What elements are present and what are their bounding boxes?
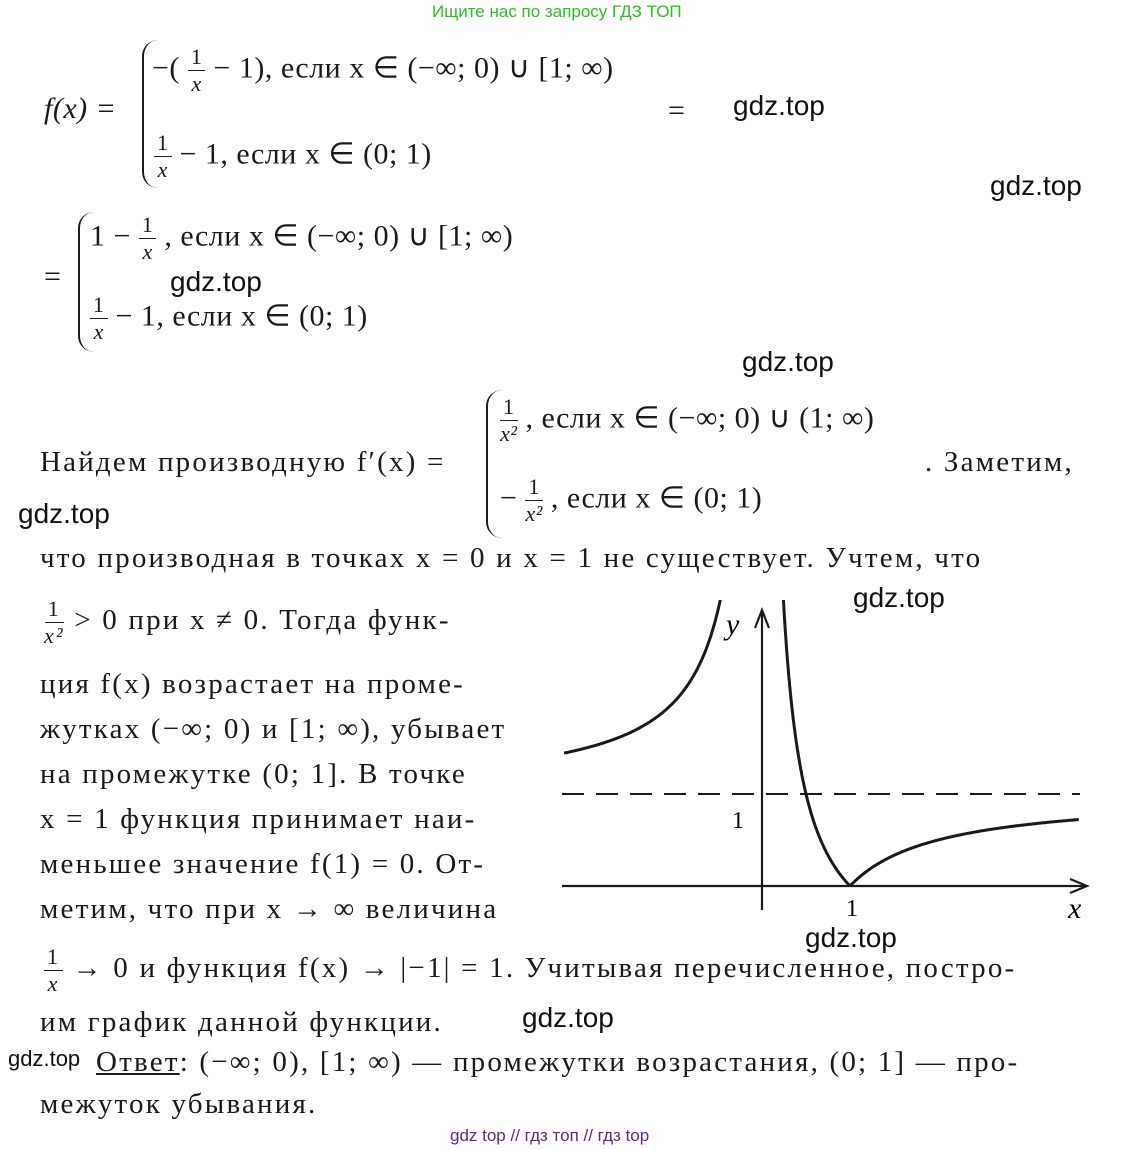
bottom-note: gdz top // гдз топ // гдз top: [450, 1126, 650, 1145]
block1-equals: =: [668, 94, 686, 127]
block1-lhs: f(x) =: [44, 92, 117, 125]
y-axis-label: y: [726, 608, 740, 641]
text-line: x = 1 функция принимает наи-: [40, 803, 477, 835]
function-graph: [540, 600, 1100, 930]
answer-line: Ответ: (−∞; 0), [1; ∞) — промежутки возрастания, (0; 1] — про-: [96, 1046, 1020, 1078]
text-line: $\frac{1}{x}$ → 0 и функция f(x) → |−1| = 1. Учитывая перечисленное, постро-: [44, 946, 1016, 995]
text-line: $\frac{1}{\text{x²}}$ > 0 при x ≠ 0. Тогда функ-: [44, 596, 451, 648]
text-line: меньшее значение f(1) = 0. От-: [40, 848, 486, 880]
derivative-case2: − $\frac{1}{\text{x²}}$ , если x ∈ (0; 1): [500, 474, 763, 526]
watermark: gdz.top: [733, 90, 825, 121]
text-line: ция f(x) возрастает на проме-: [40, 668, 466, 700]
watermark: gdz.top: [170, 266, 262, 297]
y-tick-1: 1: [732, 808, 744, 834]
block1-case1: −( $\frac{1}{x}$ − 1), если x ∈ (−∞; 0) ∪ [1; ∞): [152, 44, 614, 96]
derivative-intro: Найдем производную f′(x) =: [40, 446, 446, 478]
watermark: gdz.top: [853, 582, 945, 613]
derivative-case1: $\frac{1}{\text{x²}}$ , если x ∈ (−∞; 0) ∪ (1; ∞): [500, 394, 875, 446]
watermark: gdz.top: [522, 1002, 614, 1033]
answer-line: межуток убывания.: [40, 1088, 318, 1120]
derivative-after: . Заметим,: [925, 446, 1074, 478]
text-line: что производная в точках x = 0 и x = 1 не существует. Учтем, что: [40, 542, 983, 574]
text-line: жутках (−∞; 0) и [1; ∞), убывает: [40, 713, 507, 745]
watermark: gdz.top: [805, 922, 897, 953]
curve-decreasing-branch: [774, 600, 849, 885]
block1-case2: $\frac{1}{x}$ − 1, если x ∈ (0; 1): [154, 132, 432, 181]
watermark: gdz.top: [8, 1046, 81, 1071]
curve-left-branch: [564, 600, 748, 753]
x-tick-1: 1: [846, 896, 858, 922]
text-line: на промежутке (0; 1]. В точке: [40, 758, 467, 790]
watermark: gdz.top: [18, 498, 110, 529]
top-note: Ищите нас по запросу ГДЗ ТОП: [432, 2, 682, 21]
text-line: им график данной функции.: [40, 1006, 443, 1038]
x-axis-label: x: [1068, 892, 1082, 925]
block2-case2: $\frac{1}{x}$ − 1, если x ∈ (0; 1): [90, 294, 368, 343]
block2-lhs: =: [44, 260, 62, 293]
watermark: gdz.top: [990, 170, 1082, 201]
block2-case1: 1 − $\frac{1}{x}$ , если x ∈ (−∞; 0) ∪ [1; ∞): [90, 212, 514, 264]
watermark: gdz.top: [742, 346, 834, 377]
text-line: метим, что при x → ∞ величина: [40, 893, 499, 925]
curve-right-branch: [850, 820, 1079, 886]
